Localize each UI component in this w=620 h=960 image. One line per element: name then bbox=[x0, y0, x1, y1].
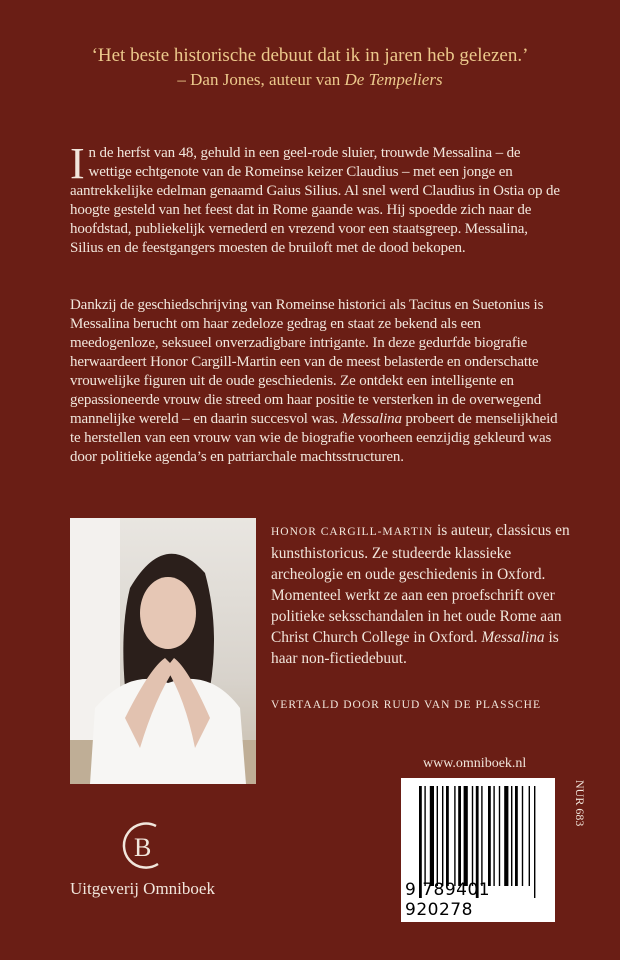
barcode-bar bbox=[522, 786, 523, 886]
publisher-url[interactable]: www.omniboek.nl bbox=[423, 756, 527, 771]
blurb-text: n de herfst van 48, gehuld in een geel-rode sluier, trouwde Messalina – de wettige echtgenote van de Romeinse keizer Claudius – met een jonge en aantrekkelijke edelman genaamd Gaius Silius. Al snel werd Claudius in Ostia op de hoogte gesteld van het feest dat in Rome gaande was. Hij spoedde zich naar de hoofdstad, publiekelijk vernederd en vrezend voor een staatsgreep. Messalina, Silius en de feestgangers moesten de bruiloft met de dood bekopen. bbox=[70, 145, 560, 256]
bio-text: is auteur, classicus en kunsthistoricus. Ze studeerde klassieke archeologie en oude geschiedenis in Oxford. Momenteel werkt ze aan een proefschrift over politieke seksschandalen in het oude Rome aan Christ Church College in Oxford. bbox=[271, 522, 570, 646]
publisher-logo bbox=[118, 818, 166, 878]
barcode-bar bbox=[529, 786, 530, 886]
barcode-bar bbox=[442, 786, 443, 886]
blurb-paragraph-1 bbox=[70, 139, 564, 258]
author-photo bbox=[70, 518, 256, 784]
barcode-bar bbox=[437, 786, 438, 886]
barcode-bar bbox=[424, 786, 425, 886]
barcode-bar bbox=[464, 786, 468, 886]
quote-text: ‘Het beste historische debuut dat ik in jaren heb gelezen.’ bbox=[91, 45, 529, 66]
attribution-author: – Dan Jones, auteur van bbox=[177, 70, 345, 89]
blurb-text: probeert de menselijkheid te herstellen van een vrouw van wie de biografie voorheen eenzijdig gekleurd was door politieke agenda’s en patriarchale machtsstructuren. bbox=[70, 411, 558, 465]
barcode-bar bbox=[458, 786, 461, 886]
author-bio bbox=[271, 520, 571, 669]
isbn-number: 9 789401 920278 bbox=[405, 880, 491, 920]
barcode-bar bbox=[493, 786, 494, 886]
blurb-text: Dankzij de geschiedschrijving van Romeinse historici als Tacitus en Suetonius is Messalina berucht om haar zedeloze gedrag en staat ze bekend als een meedogenloze, seksueel onverzadigbare intrigante. In deze gedurfde biografie herwaardeert Honor Cargill-Martin een van de meest belasterde en onderschatte vrouwelijke figuren uit de oude geschiedenis. Ze ontdekt een intelligente en gepassioneerde vrouw die streed om haar positie te versterken in de overwegend mannelijke wereld – en daarin succesvol was. bbox=[70, 297, 544, 427]
barcode-bar bbox=[511, 786, 512, 886]
barcode-bar bbox=[481, 786, 482, 886]
isbn-barcode bbox=[401, 778, 555, 922]
barcode-bar bbox=[472, 786, 473, 886]
barcode-bar bbox=[499, 786, 500, 886]
blurb-title: Messalina bbox=[341, 411, 402, 427]
nur-code: NUR 683 bbox=[573, 780, 587, 827]
author-name: HONOR CARGILL-MARTIN bbox=[271, 526, 434, 538]
barcode-bar bbox=[488, 786, 491, 886]
barcode-bar bbox=[446, 786, 449, 886]
barcode-bar bbox=[504, 786, 508, 886]
translator-credit: VERTAALD DOOR RUUD VAN DE PLASSCHE bbox=[271, 699, 541, 711]
quote-attribution bbox=[0, 68, 620, 92]
bio-text: is haar non-fictiedebuut. bbox=[271, 629, 559, 667]
drop-cap: I bbox=[70, 139, 85, 188]
barcode-bar bbox=[515, 786, 518, 886]
logo-letter: B bbox=[134, 833, 152, 862]
attribution-book-title: De Tempeliers bbox=[344, 70, 443, 89]
publisher-name: Uitgeverij Omniboek bbox=[70, 879, 215, 898]
barcode-bar bbox=[430, 786, 434, 886]
review-quote bbox=[0, 44, 620, 92]
barcode-bar bbox=[454, 786, 455, 886]
bio-book-title: Messalina bbox=[481, 629, 545, 646]
blurb-paragraph-2 bbox=[70, 296, 564, 467]
